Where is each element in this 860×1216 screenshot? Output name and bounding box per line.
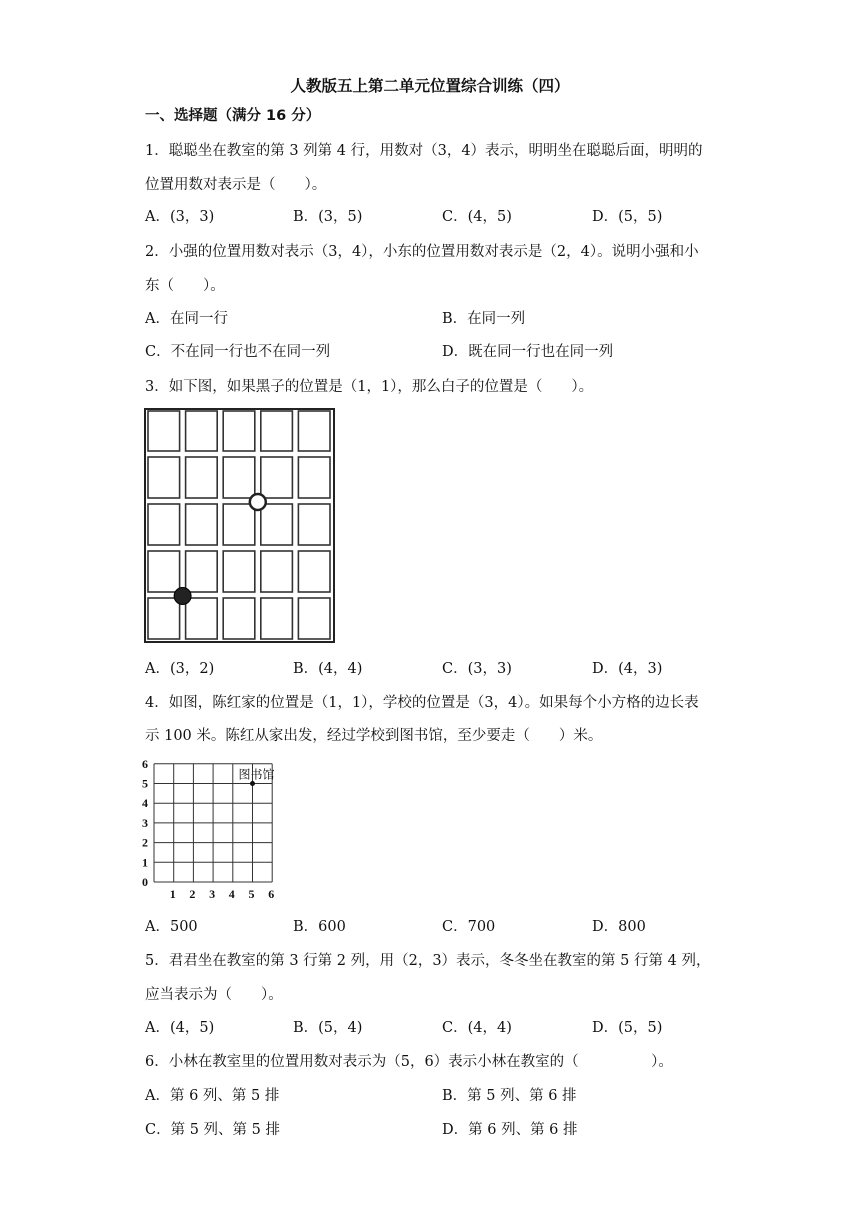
y-tick-label: 5 <box>142 776 148 791</box>
question-1-option-c[interactable]: C．(4，5) <box>442 209 512 225</box>
board-cell <box>261 457 293 498</box>
white-stone <box>250 494 266 510</box>
question-6-option-b[interactable]: B．第 5 列、第 6 排 <box>442 1088 577 1104</box>
x-tick-label: 3 <box>209 887 216 901</box>
board-cell <box>223 504 255 545</box>
board-cell <box>223 457 255 498</box>
question-5-line-1: 5．君君坐在教室的第 3 行第 2 列，用（2，3）表示，冬冬坐在教室的第 5 行第 4 列， <box>145 953 711 969</box>
board-cell <box>298 598 330 639</box>
question-2-line-2: 东（ ）。 <box>145 278 225 294</box>
board-cell <box>148 457 180 498</box>
question-5-option-b[interactable]: B．(5，4) <box>293 1020 363 1036</box>
question-3-option-c[interactable]: C．(3，3) <box>442 661 512 677</box>
board-cell <box>298 411 330 451</box>
page-title: 人教版五上第二单元位置综合训练（四） <box>290 77 570 95</box>
y-tick-label: 0 <box>142 875 148 889</box>
board-cell <box>261 598 293 639</box>
question-2-option-d[interactable]: D．既在同一行也在同一列 <box>442 344 614 360</box>
board-cell <box>186 598 218 639</box>
question-2-option-c[interactable]: C．不在同一行也不在同一列 <box>145 344 331 360</box>
question-2-option-a[interactable]: A．在同一行 <box>145 311 228 327</box>
black-stone <box>174 588 191 605</box>
board-cell <box>261 551 293 592</box>
question-6-line-1: 6．小林在教室里的位置用数对表示为（5，6）表示小林在教室的（ ）。 <box>145 1054 673 1070</box>
question-5-option-a[interactable]: A．(4，5) <box>145 1020 215 1036</box>
board-cell <box>223 551 255 592</box>
question-6-option-d[interactable]: D．第 6 列、第 6 排 <box>442 1122 578 1138</box>
board-cell <box>186 551 218 592</box>
y-tick-label: 6 <box>142 758 148 771</box>
go-board-figure <box>144 408 336 644</box>
question-1-line-2: 位置用数对表示是（ ）。 <box>145 177 327 193</box>
question-4-option-c[interactable]: C．700 <box>442 919 496 935</box>
board-cell <box>223 598 255 639</box>
library-point <box>250 781 255 786</box>
question-1-line-1: 1．聪聪坐在教室的第 3 列第 4 行，用数对（3，4）表示，明明坐在聪聪后面，明明的 <box>145 143 703 159</box>
board-cell <box>186 504 218 545</box>
board-cell <box>261 411 293 451</box>
board-cell <box>298 551 330 592</box>
question-6-option-a[interactable]: A．第 6 列、第 5 排 <box>145 1088 280 1104</box>
x-tick-label: 1 <box>169 887 176 901</box>
x-tick-label: 5 <box>248 887 255 901</box>
question-3-option-d[interactable]: D．(4，3) <box>592 661 663 677</box>
y-tick-label: 3 <box>142 815 148 830</box>
section-heading: 一、选择题（满分 16 分） <box>145 108 321 124</box>
board-cell <box>148 504 180 545</box>
board-cell <box>148 411 180 451</box>
question-5-option-d[interactable]: D．(5，5) <box>592 1020 663 1036</box>
question-1-option-b[interactable]: B．(3，5) <box>293 209 363 225</box>
question-4-option-b[interactable]: B．600 <box>293 919 346 935</box>
question-4-option-d[interactable]: D．800 <box>592 919 646 935</box>
board-cell <box>223 411 255 451</box>
x-tick-label: 6 <box>268 887 275 901</box>
question-6-option-c[interactable]: C．第 5 列、第 5 排 <box>145 1122 280 1138</box>
board-cell <box>298 504 330 545</box>
question-3-option-b[interactable]: B．(4，4) <box>293 661 363 677</box>
question-4-line-2: 示 100 米。陈红从家出发，经过学校到图书馆，至少要走（ ）米。 <box>145 728 603 744</box>
question-5-line-2: 应当表示为（ ）。 <box>145 987 283 1003</box>
y-tick-label: 4 <box>142 796 148 811</box>
board-cell <box>148 598 180 639</box>
map-grid-figure <box>140 758 290 904</box>
y-tick-label: 1 <box>142 855 148 870</box>
x-tick-label: 2 <box>189 887 196 901</box>
library-label: 图书馆 <box>238 767 275 782</box>
y-tick-label: 2 <box>142 835 148 850</box>
x-tick-label: 4 <box>228 887 235 901</box>
board-cell <box>148 551 180 592</box>
question-4-line-1: 4．如图，陈红家的位置是（1，1），学校的位置是（3，4）。如果每个小方格的边长表 <box>145 695 699 711</box>
question-1-option-d[interactable]: D．(5，5) <box>592 209 663 225</box>
question-3-option-a[interactable]: A．(3，2) <box>145 661 215 677</box>
question-3-line-1: 3．如下图，如果黑子的位置是（1，1），那么白子的位置是（ ）。 <box>145 379 594 395</box>
board-cell <box>186 457 218 498</box>
board-cell <box>261 504 293 545</box>
question-5-option-c[interactable]: C．(4，4) <box>442 1020 512 1036</box>
question-2-line-1: 2．小强的位置用数对表示（3，4），小东的位置用数对表示是（2，4）。说明小强和小 <box>145 244 699 260</box>
board-cell <box>186 411 218 451</box>
question-2-option-b[interactable]: B．在同一列 <box>442 311 526 327</box>
question-4-option-a[interactable]: A．500 <box>145 919 198 935</box>
board-cell <box>298 457 330 498</box>
question-1-option-a[interactable]: A．(3，3) <box>145 209 215 225</box>
board-cells <box>145 409 334 642</box>
